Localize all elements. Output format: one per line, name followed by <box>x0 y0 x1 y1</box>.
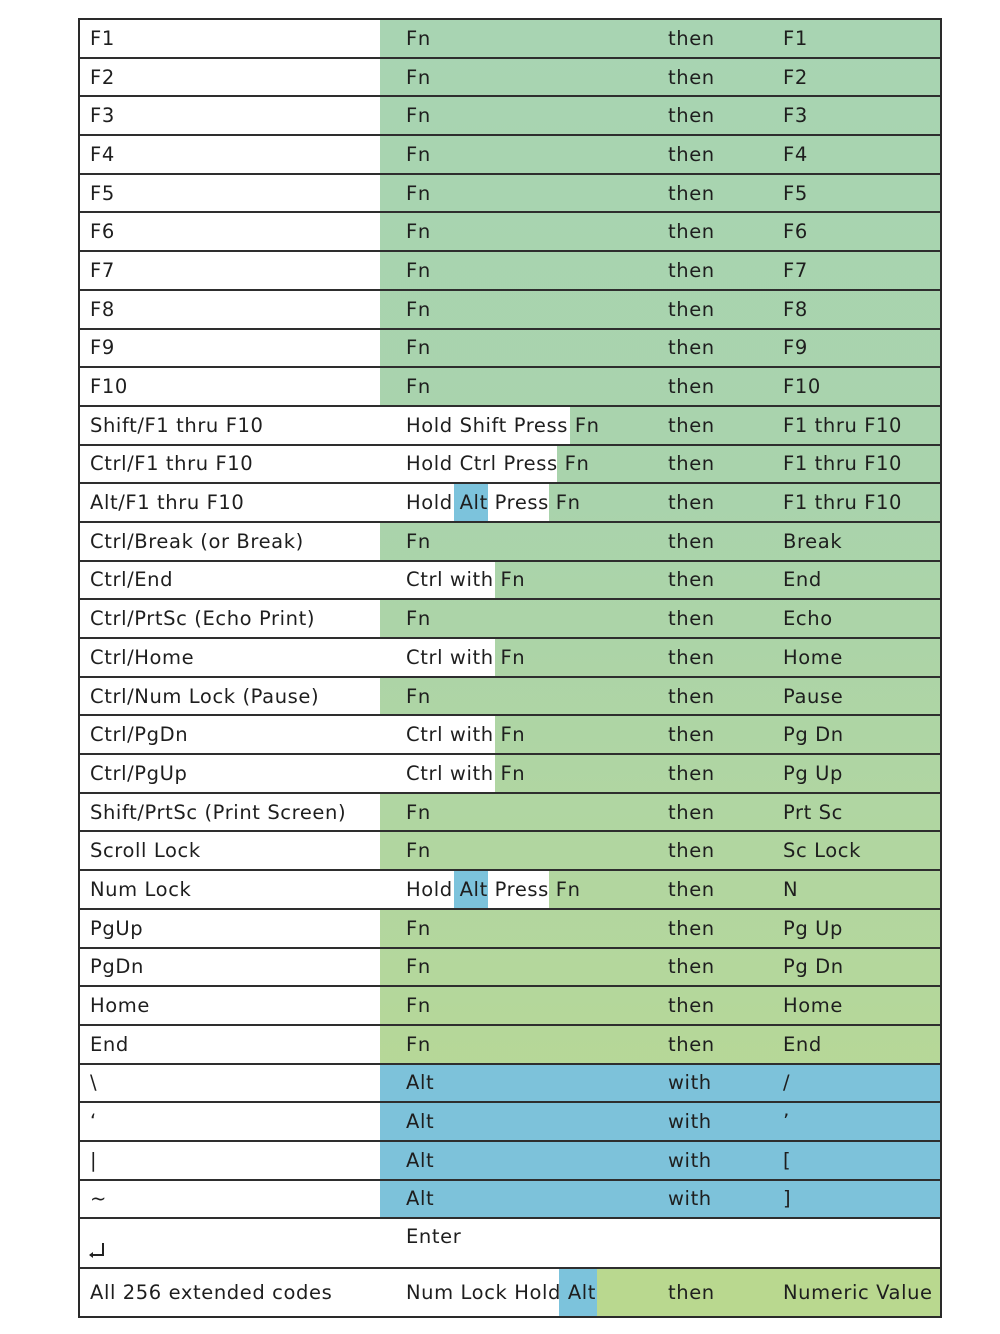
action-fn: Fn <box>555 491 581 515</box>
table-row <box>80 330 940 369</box>
connector-label: then <box>668 181 715 205</box>
connector-label: then <box>668 877 715 901</box>
connector-label: then <box>668 645 715 669</box>
action-alt: Alt <box>567 1281 597 1305</box>
connector-label: with <box>668 1148 712 1172</box>
target-label: ’ <box>783 1110 790 1134</box>
connector-label: then <box>668 258 715 282</box>
connector-label: then <box>668 375 715 399</box>
target-label: F1 thru F10 <box>783 413 903 437</box>
key-label: PgUp <box>90 916 144 940</box>
target-label: F7 <box>783 258 808 282</box>
target-label: End <box>783 568 822 592</box>
action-label: Alt <box>406 1187 435 1211</box>
action-fn: Fn <box>574 413 600 437</box>
enter-key-cell <box>90 1219 104 1267</box>
target-label: End <box>783 1032 822 1056</box>
table-row <box>80 446 940 485</box>
key-label: Ctrl/PgDn <box>90 723 189 747</box>
connector-label: with <box>668 1071 712 1095</box>
key-label: F1 <box>90 26 115 50</box>
connector-label: with <box>668 1187 712 1211</box>
table-row <box>80 871 940 910</box>
action-hold: Hold <box>406 877 453 901</box>
action-modifier: Ctrl with <box>406 568 494 592</box>
action-press: Press <box>494 491 549 515</box>
table-row <box>80 484 940 523</box>
table-row <box>80 562 940 601</box>
key-label: Scroll Lock <box>90 839 201 863</box>
action-label <box>406 639 525 676</box>
action-label: Alt <box>406 1110 435 1134</box>
target-label: Break <box>783 529 843 553</box>
table-row <box>80 291 940 330</box>
target-label: Pg Up <box>783 916 843 940</box>
action-label: Fn <box>406 26 431 50</box>
action-fn: Fn <box>555 877 581 901</box>
action-modifier: Ctrl with <box>406 645 494 669</box>
connector-label: then <box>668 723 715 747</box>
connector-label: then <box>668 684 715 708</box>
table-row <box>80 175 940 214</box>
action-alt: Alt <box>459 877 488 901</box>
key-label: F8 <box>90 297 115 321</box>
target-label: Home <box>783 994 843 1018</box>
key-label: Ctrl/Home <box>90 645 195 669</box>
key-label: Alt/F1 thru F10 <box>90 491 245 515</box>
key-label: Shift/PrtSc (Print Screen) <box>90 800 347 824</box>
connector-label: then <box>668 916 715 940</box>
key-label: F2 <box>90 65 115 89</box>
target-label: N <box>783 877 799 901</box>
table-row <box>80 794 940 833</box>
action-label: Alt <box>406 1071 435 1095</box>
key-label: ~ <box>90 1187 107 1211</box>
connector-label: then <box>668 220 715 244</box>
connector-label: then <box>668 491 715 515</box>
action-label: Alt <box>406 1148 435 1172</box>
connector-label: then <box>668 994 715 1018</box>
table-row <box>80 20 940 59</box>
target-label: F9 <box>783 336 808 360</box>
action-label: Fn <box>406 607 431 631</box>
target-label: F3 <box>783 104 808 128</box>
enter-return-icon <box>90 1243 104 1257</box>
key-label: All 256 extended codes <box>90 1281 333 1305</box>
table-row <box>80 678 940 717</box>
action-label: Fn <box>406 336 431 360</box>
connector-label: then <box>668 297 715 321</box>
target-label: F1 thru F10 <box>783 452 903 476</box>
action-label <box>406 562 525 599</box>
target-label: Prt Sc <box>783 800 843 824</box>
key-label: F6 <box>90 220 115 244</box>
key-label: | <box>90 1148 98 1172</box>
action-label: Fn <box>406 142 431 166</box>
table-row <box>80 1065 940 1104</box>
target-label: F6 <box>783 220 808 244</box>
action-label: Fn <box>406 104 431 128</box>
key-label: \ <box>90 1071 98 1095</box>
key-label: Ctrl/Num Lock (Pause) <box>90 684 320 708</box>
connector-label: then <box>668 413 715 437</box>
target-label: F2 <box>783 65 808 89</box>
table-row <box>80 716 940 755</box>
action-fn: Fn <box>500 761 526 785</box>
table-row-enter <box>80 1219 940 1269</box>
table-row <box>80 949 940 988</box>
table-row <box>80 1142 940 1181</box>
table-row <box>80 987 940 1026</box>
action-label: Fn <box>406 955 431 979</box>
connector-label: then <box>668 26 715 50</box>
connector-label: then <box>668 1281 715 1305</box>
connector-label: then <box>668 529 715 553</box>
key-label: End <box>90 1032 129 1056</box>
table-row <box>80 600 940 639</box>
connector-label: then <box>668 761 715 785</box>
table-row <box>80 910 940 949</box>
action-modifier: Hold Shift Press <box>406 413 569 437</box>
table-row <box>80 97 940 136</box>
connector-label: then <box>668 142 715 166</box>
action-label: Fn <box>406 375 431 399</box>
key-label: ‘ <box>90 1110 97 1134</box>
key-label: F7 <box>90 258 115 282</box>
connector-label: then <box>668 452 715 476</box>
key-label: F3 <box>90 104 115 128</box>
target-label: Sc Lock <box>783 839 861 863</box>
target-label: F10 <box>783 375 821 399</box>
action-label: Fn <box>406 994 431 1018</box>
action-label <box>406 407 600 444</box>
connector-label: then <box>668 955 715 979</box>
key-mapping-table <box>78 18 942 1318</box>
connector-label: then <box>668 104 715 128</box>
action-modifier: Ctrl with <box>406 761 494 785</box>
connector-label: then <box>668 65 715 89</box>
connector-label: then <box>668 607 715 631</box>
action-fn: Fn <box>500 568 526 592</box>
action-label: Fn <box>406 684 431 708</box>
target-label: ] <box>783 1187 792 1211</box>
action-label: Fn <box>406 800 431 824</box>
table-row <box>80 252 940 291</box>
table-row <box>80 1103 940 1142</box>
connector-label: then <box>668 839 715 863</box>
action-label <box>406 484 581 521</box>
table-row <box>80 59 940 98</box>
action-label <box>406 871 581 908</box>
action-label: Fn <box>406 916 431 940</box>
table-row <box>80 1026 940 1065</box>
action-label: Fn <box>406 220 431 244</box>
target-label: F1 <box>783 26 808 50</box>
key-label: Ctrl/F1 thru F10 <box>90 452 254 476</box>
target-label: Pg Up <box>783 761 843 785</box>
connector-label: then <box>668 336 715 360</box>
key-label: Ctrl/PrtSc (Echo Print) <box>90 607 316 631</box>
key-label: F4 <box>90 142 115 166</box>
target-label: Pg Dn <box>783 955 844 979</box>
action-label <box>406 755 525 792</box>
target-label: F4 <box>783 142 808 166</box>
target-label: F5 <box>783 181 808 205</box>
action-numlock-hold: Num Lock Hold <box>406 1281 561 1305</box>
action-modifier: Hold Ctrl Press <box>406 452 558 476</box>
target-label: F8 <box>783 297 808 321</box>
table-row <box>80 755 940 794</box>
action-alt: Alt <box>459 491 488 515</box>
target-label: [ <box>783 1148 792 1172</box>
table-row <box>80 368 940 407</box>
action-label <box>406 1269 596 1316</box>
target-label: Home <box>783 645 843 669</box>
connector-label: then <box>668 1032 715 1056</box>
key-label: Shift/F1 thru F10 <box>90 413 264 437</box>
action-fn: Fn <box>500 723 526 747</box>
target-label: Pause <box>783 684 844 708</box>
action-label: Fn <box>406 839 431 863</box>
action-label: Fn <box>406 297 431 321</box>
action-label <box>406 716 525 753</box>
table-row <box>80 407 940 446</box>
key-label: Num Lock <box>90 877 192 901</box>
action-hold: Hold <box>406 491 453 515</box>
key-label: Ctrl/Break (or Break) <box>90 529 304 553</box>
key-label: F5 <box>90 181 115 205</box>
action-label: Fn <box>406 258 431 282</box>
target-label: F1 thru F10 <box>783 491 903 515</box>
key-label: PgDn <box>90 955 144 979</box>
action-fn: Fn <box>500 645 526 669</box>
action-label: Enter <box>406 1225 462 1249</box>
target-label: Echo <box>783 607 833 631</box>
table-row <box>80 832 940 871</box>
connector-label: with <box>668 1110 712 1134</box>
key-label: F10 <box>90 375 128 399</box>
target-label: / <box>783 1071 791 1095</box>
connector-label: then <box>668 800 715 824</box>
action-press: Press <box>494 877 549 901</box>
action-label: Fn <box>406 181 431 205</box>
table-row-extended-codes <box>80 1269 940 1316</box>
table-row <box>80 1181 940 1220</box>
action-modifier: Ctrl with <box>406 723 494 747</box>
table-row <box>80 523 940 562</box>
action-label: Fn <box>406 529 431 553</box>
key-label: F9 <box>90 336 115 360</box>
action-label <box>406 446 589 483</box>
table-row <box>80 639 940 678</box>
action-label: Fn <box>406 65 431 89</box>
key-label: Ctrl/End <box>90 568 174 592</box>
key-label: Ctrl/PgUp <box>90 761 188 785</box>
target-label: Numeric Value <box>783 1281 933 1305</box>
table-row <box>80 213 940 252</box>
connector-label: then <box>668 568 715 592</box>
table-row <box>80 136 940 175</box>
action-label: Fn <box>406 1032 431 1056</box>
target-label: Pg Dn <box>783 723 844 747</box>
action-fn: Fn <box>564 452 590 476</box>
key-label: Home <box>90 994 150 1018</box>
